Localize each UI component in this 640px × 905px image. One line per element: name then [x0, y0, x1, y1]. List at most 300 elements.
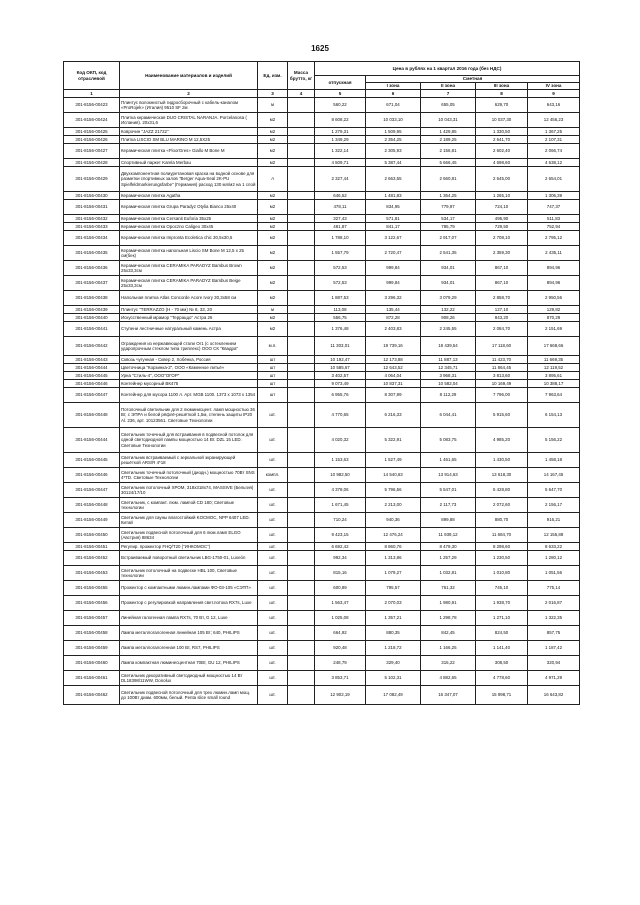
- item-name: Прожектор с регулировкой направления свет.потока RX7s, Luxe: [120, 596, 258, 611]
- item-release-price: 815,16: [315, 566, 366, 581]
- item-price-zone-3: 2 072,60: [476, 498, 528, 513]
- item-name: Светильник потолочный ХРОМ, 318х318х74, MASSIVE (Бельгия) 30124/17/10: [120, 483, 258, 498]
- item-name: Лампа металлогалогенная 100 Вт, RS7, PHILIPS: [120, 641, 258, 656]
- item-name: Коврочин "JAZZ 21722": [120, 128, 258, 136]
- item-price-zone-4: 2 107,31: [528, 136, 580, 144]
- item-price-zone-4: 747,37: [528, 200, 580, 215]
- item-price-zone-1: 5 796,56: [366, 483, 421, 498]
- item-code: 301-8156-00436: [64, 261, 120, 276]
- table-row: [64, 372, 580, 380]
- item-price-zone-4: 894,96: [528, 261, 580, 276]
- item-price-zone-2: 3 968,31: [421, 372, 476, 380]
- item-price-zone-2: 934,01: [421, 261, 476, 276]
- item-name: Плинтус "TERRAZZO (Н - 70 мм) № 8, 33, 20: [120, 306, 258, 314]
- item-unit: шт.: [258, 686, 288, 705]
- item-price-zone-2: 1 257,29: [421, 551, 476, 566]
- item-unit: м2: [258, 113, 288, 128]
- item-release-price: 10 585,67: [315, 364, 366, 372]
- item-price-zone-4: 17 668,66: [528, 337, 580, 356]
- item-price-zone-1: 795,57: [366, 581, 421, 596]
- item-code: 301-8156-00437: [64, 276, 120, 291]
- item-release-price: 12 902,19: [315, 686, 366, 705]
- item-release-price: 4 770,65: [315, 403, 366, 428]
- column-number: 6: [366, 90, 421, 98]
- item-mass: [288, 483, 315, 498]
- price-table: [63, 61, 580, 705]
- item-release-price: 1 279,31: [315, 128, 366, 136]
- item-code: 301-8156-00445: [64, 372, 120, 380]
- item-price-zone-3: 1 938,70: [476, 596, 528, 611]
- item-price-zone-3: 1 330,50: [476, 128, 528, 136]
- item-release-price: 556,75: [315, 314, 366, 322]
- item-name: Светильник декоративный светодиодный мощностью 14 Вт DL18398/11WW, Donolux: [120, 671, 258, 686]
- item-code: 301-8156-00448: [64, 403, 120, 428]
- item-price-zone-1: 3 296,32: [366, 291, 421, 306]
- item-price-zone-3: 843,20: [476, 314, 528, 322]
- item-price-zone-2: 2 660,81: [421, 167, 476, 192]
- table-row: [64, 483, 580, 498]
- item-release-price: 1 153,63: [315, 453, 366, 468]
- item-release-price: 710,24: [315, 513, 366, 528]
- item-name: Керамическая плитка CERAMIKA PARADYZ Bambus Beige 25х33,3см: [120, 276, 258, 291]
- item-mass: [288, 192, 315, 200]
- item-price-zone-2: 5 666,45: [421, 159, 476, 167]
- item-price-zone-2: 315,22: [421, 656, 476, 671]
- item-code: 301-8156-00431: [64, 200, 120, 215]
- item-price-zone-4: 4 638,12: [528, 159, 580, 167]
- item-price-zone-2: 11 887,13: [421, 356, 476, 364]
- item-name: Керамическая плитка Opoczno Caligeo 30х45: [120, 223, 258, 231]
- item-unit: м2: [258, 261, 288, 276]
- table-row: [64, 314, 580, 322]
- item-mass: [288, 291, 315, 306]
- item-price-zone-3: 1 271,10: [476, 611, 528, 626]
- item-price-zone-2: 785,79: [421, 223, 476, 231]
- item-price-zone-3: 745,10: [476, 581, 528, 596]
- item-mass: [288, 641, 315, 656]
- item-release-price: 572,53: [315, 261, 366, 276]
- item-name: Светильник потолочный на подвеске HBL 100, Световые технологии: [120, 566, 258, 581]
- table-row: [64, 498, 580, 513]
- item-release-price: 2 327,44: [315, 167, 366, 192]
- table-row: [64, 261, 580, 276]
- item-code: 301-8156-00443: [64, 356, 120, 364]
- item-price-zone-1: 14 540,63: [366, 468, 421, 483]
- item-price-zone-1: 17 082,49: [366, 686, 421, 705]
- item-price-zone-4: 916,21: [528, 513, 580, 528]
- table-row: [64, 626, 580, 641]
- item-release-price: 327,43: [315, 215, 366, 223]
- item-price-zone-4: 2 795,12: [528, 231, 580, 246]
- item-release-price: 481,87: [315, 223, 366, 231]
- item-unit: шт.: [258, 566, 288, 581]
- header-zone-3: III зона: [476, 83, 528, 90]
- item-price-zone-4: 857,75: [528, 626, 580, 641]
- item-price-zone-2: 842,45: [421, 626, 476, 641]
- item-code: 301-8156-00426: [64, 136, 120, 144]
- item-name: Керамическая плитка Grupa Paradyz Otylia Bianco 25х40: [120, 200, 258, 215]
- item-unit: м2: [258, 246, 288, 261]
- table-row: [64, 641, 580, 656]
- item-price-zone-2: 3 079,29: [421, 291, 476, 306]
- item-name: Сквозь чугунная - Сквер 2, Хобёнка, Россия: [120, 356, 258, 364]
- item-code: 301-8156-00445: [64, 453, 120, 468]
- item-price-zone-3: 1 430,50: [476, 453, 528, 468]
- item-price-zone-4: 752,94: [528, 223, 580, 231]
- item-price-zone-1: 2 070,03: [366, 596, 421, 611]
- item-mass: [288, 337, 315, 356]
- item-price-zone-3: 2 858,70: [476, 291, 528, 306]
- item-unit: шт.: [258, 581, 288, 596]
- table-row: [64, 388, 580, 403]
- item-price-zone-1: 2 403,83: [366, 322, 421, 337]
- table-row: [64, 215, 580, 223]
- item-mass: [288, 136, 315, 144]
- column-number: 4: [288, 90, 315, 98]
- table-row: [64, 453, 580, 468]
- item-unit: м2: [258, 322, 288, 337]
- item-code: 301-8156-00424: [64, 113, 120, 128]
- item-price-zone-1: 2 354,25: [366, 136, 421, 144]
- item-unit: м2: [258, 314, 288, 322]
- item-price-zone-3: 2 645,00: [476, 167, 528, 192]
- item-mass: [288, 403, 315, 428]
- item-code: 301-8156-00452: [64, 551, 120, 566]
- item-price-zone-4: 2 016,87: [528, 596, 580, 611]
- item-code: 301-8156-00447: [64, 483, 120, 498]
- item-price-zone-4: 14 167,45: [528, 468, 580, 483]
- header-release-price: отпускная: [315, 76, 366, 90]
- header-zone-1: I зона: [366, 83, 421, 90]
- item-code: 301-8156-00444: [64, 364, 120, 372]
- item-release-price: 560,22: [315, 98, 366, 113]
- item-price-zone-4: 6 154,13: [528, 403, 580, 428]
- item-unit: шт.: [258, 513, 288, 528]
- item-price-zone-4: 5 156,22: [528, 428, 580, 453]
- item-price-zone-3: 7 796,00: [476, 388, 528, 403]
- item-mass: [288, 468, 315, 483]
- item-price-zone-2: 6 044,41: [421, 403, 476, 428]
- item-price-zone-3: 15 998,71: [476, 686, 528, 705]
- item-code: 301-8156-00423: [64, 98, 120, 113]
- item-name: Керамическая плитка «FloorGres» Giallo M Bone M: [120, 144, 258, 159]
- item-mass: [288, 98, 315, 113]
- item-price-zone-2: 1 298,78: [421, 611, 476, 626]
- table-row: [64, 136, 580, 144]
- item-code: 301-8156-00457: [64, 611, 120, 626]
- item-mass: [288, 388, 315, 403]
- table-row: [64, 581, 580, 596]
- item-unit: шт.: [258, 641, 288, 656]
- item-unit: м2: [258, 200, 288, 215]
- item-code: 301-8156-00451: [64, 543, 120, 551]
- item-price-zone-1: 834,95: [366, 200, 421, 215]
- item-mass: [288, 543, 315, 551]
- item-release-price: 113,08: [315, 306, 366, 314]
- item-code: 301-8156-00442: [64, 337, 120, 356]
- item-release-price: 3 402,57: [315, 372, 366, 380]
- item-price-zone-3: 629,70: [476, 98, 528, 113]
- item-name: Керамическая плитка Cersanit Euforia 35х25: [120, 215, 258, 223]
- item-unit: шт.: [258, 543, 288, 551]
- item-unit: м2: [258, 215, 288, 223]
- item-code: 301-8156-00453: [64, 566, 120, 581]
- table-row: [64, 128, 580, 136]
- item-price-zone-2: 2 541,35: [421, 246, 476, 261]
- item-unit: м2: [258, 128, 288, 136]
- item-price-zone-4: 1 187,42: [528, 641, 580, 656]
- item-mass: [288, 167, 315, 192]
- item-price-zone-1: 10 033,10: [366, 113, 421, 128]
- item-price-zone-3: 17 118,60: [476, 337, 528, 356]
- table-row: [64, 167, 580, 192]
- item-price-zone-2: 8 479,30: [421, 543, 476, 551]
- item-release-price: 11 303,01: [315, 337, 366, 356]
- item-code: 301-8156-00447: [64, 388, 120, 403]
- item-mass: [288, 372, 315, 380]
- item-unit: м2: [258, 192, 288, 200]
- item-mass: [288, 246, 315, 261]
- item-price-zone-3: 308,50: [476, 656, 528, 671]
- item-price-zone-3: 1 010,80: [476, 566, 528, 581]
- item-price-zone-1: 1 481,83: [366, 192, 421, 200]
- item-name: Ступени лестничные натуральный камень Астра: [120, 322, 258, 337]
- item-price-zone-1: 940,36: [366, 513, 421, 528]
- item-price-zone-2: 899,88: [421, 513, 476, 528]
- item-release-price: 3 853,71: [315, 671, 366, 686]
- item-price-zone-2: 1 980,91: [421, 596, 476, 611]
- item-mass: [288, 144, 315, 159]
- item-price-zone-2: 4 882,65: [421, 671, 476, 686]
- item-price-zone-4: 10 388,17: [528, 380, 580, 388]
- item-price-zone-2: 779,97: [421, 200, 476, 215]
- item-price-zone-3: 867,10: [476, 261, 528, 276]
- item-price-zone-2: 2 245,55: [421, 322, 476, 337]
- item-code: 301-8156-00435: [64, 246, 120, 261]
- item-price-zone-4: 12 155,88: [528, 528, 580, 543]
- item-name: Цветочница "Корзинка-2", ООО «Каменное литьё»: [120, 364, 258, 372]
- item-price-zone-4: 870,29: [528, 314, 580, 322]
- column-number: 8: [476, 90, 528, 98]
- item-price-zone-1: 2 720,47: [366, 246, 421, 261]
- item-mass: [288, 513, 315, 528]
- item-price-zone-3: 3 813,60: [476, 372, 528, 380]
- item-release-price: 1 557,79: [315, 246, 366, 261]
- item-release-price: 248,79: [315, 656, 366, 671]
- item-unit: м: [258, 306, 288, 314]
- table-row: [64, 291, 580, 306]
- table-row: [64, 192, 580, 200]
- item-code: 301-8156-00434: [64, 231, 120, 246]
- item-price-zone-1: 135,44: [366, 306, 421, 314]
- header-mass: Масса брутто, кг: [288, 62, 315, 90]
- item-price-zone-1: 12 476,24: [366, 528, 421, 543]
- item-mass: [288, 314, 315, 322]
- item-release-price: 4 509,71: [315, 159, 366, 167]
- item-name: Светильник встраиваемый с зеркальной экранирующей решёткой ARS/R 4*18: [120, 453, 258, 468]
- item-price-zone-1: 19 739,16: [366, 337, 421, 356]
- item-price-zone-1: 5 387,44: [366, 159, 421, 167]
- table-row: [64, 596, 580, 611]
- item-unit: м2: [258, 159, 288, 167]
- item-name: Плитка керамическая DUO CRISTAL NARANJA. Porcelanosa ( Испания). 20х31,6: [120, 113, 258, 128]
- item-price-zone-4: 643,16: [528, 98, 580, 113]
- item-price-zone-1: 1 079,27: [366, 566, 421, 581]
- item-price-zone-4: 5 647,70: [528, 483, 580, 498]
- item-price-zone-4: 11 669,35: [528, 356, 580, 364]
- item-price-zone-2: 18 439,54: [421, 337, 476, 356]
- item-price-zone-4: 2 066,74: [528, 144, 580, 159]
- item-code: 301-8156-00459: [64, 641, 120, 656]
- header-price-title: Цена в рублях на 1 квартал 2016 года (без НДС): [315, 62, 580, 76]
- item-price-zone-2: 761,32: [421, 581, 476, 596]
- item-release-price: 10 982,50: [315, 468, 366, 483]
- item-price-zone-2: 16 347,07: [421, 686, 476, 705]
- item-unit: шт.: [258, 403, 288, 428]
- table-row: [64, 223, 580, 231]
- column-number: 9: [528, 90, 580, 98]
- item-code: 301-8156-00460: [64, 656, 120, 671]
- item-name: Потолочный светильник для 2 люминисцент. ламп мощностью 36 Вт, с ЭПРА и белой рёфлё-решёткой 1,5м, степень защиты IP20 Al. 236, арт. 10123561. Световые Технологии: [120, 403, 258, 428]
- item-price-zone-3: 495,90: [476, 215, 528, 223]
- item-unit: компл.: [258, 468, 288, 483]
- item-price-zone-3: 10 037,30: [476, 113, 528, 128]
- item-mass: [288, 356, 315, 364]
- table-body: [64, 98, 580, 705]
- item-name: Ограждения из нержавеющей стали Ог1 (с остеклением ударопрочным стеклом типа триплекс) ООО СК "Квадра": [120, 337, 258, 356]
- item-price-zone-3: 127,10: [476, 306, 528, 314]
- item-name: Регулир. прожектор FHQ/T20 ("ИНКОМОС"): [120, 543, 258, 551]
- item-price-zone-2: 8 112,29: [421, 388, 476, 403]
- item-price-zone-4: 1 458,18: [528, 453, 580, 468]
- item-price-zone-3: 4 698,60: [476, 159, 528, 167]
- item-release-price: 920,48: [315, 641, 366, 656]
- table-row: [64, 528, 580, 543]
- item-unit: шт.: [258, 656, 288, 671]
- item-mass: [288, 322, 315, 337]
- item-price-zone-1: 6 216,33: [366, 403, 421, 428]
- item-price-zone-1: 8 307,99: [366, 388, 421, 403]
- item-price-zone-4: 511,83: [528, 215, 580, 223]
- item-price-zone-3: 1 265,10: [476, 192, 528, 200]
- item-release-price: 4 378,06: [315, 483, 366, 498]
- item-mass: [288, 428, 315, 453]
- table-row: [64, 231, 580, 246]
- column-number: 1: [64, 90, 120, 98]
- item-price-zone-2: 655,05: [421, 98, 476, 113]
- item-price-zone-1: 1 313,86: [366, 551, 421, 566]
- item-unit: м.п.: [258, 337, 288, 356]
- item-mass: [288, 231, 315, 246]
- item-price-zone-2: 10 043,31: [421, 113, 476, 128]
- item-price-zone-1: 880,35: [366, 626, 421, 641]
- item-price-zone-2: 934,01: [421, 276, 476, 291]
- item-price-zone-2: 5 083,75: [421, 428, 476, 453]
- item-price-zone-4: 1 306,39: [528, 192, 580, 200]
- item-name: Плитка LISCIO SM BLU MARINO M 12,5Х25: [120, 136, 258, 144]
- item-name: Светильник подвесной потолочный для трех люмин.ламп мощ. до 100Вт диам. 600мм, белый. Penta slice small round: [120, 686, 258, 705]
- item-code: 301-8156-00425: [64, 128, 120, 136]
- item-price-zone-4: 2 151,69: [528, 322, 580, 337]
- item-name: Линейная галогенная лампа RX7s, 70 Вт, G 12, Luxe: [120, 611, 258, 626]
- item-price-zone-2: 10 582,04: [421, 380, 476, 388]
- table-row: [64, 380, 580, 388]
- item-price-zone-3: 867,10: [476, 276, 528, 291]
- item-release-price: 6 692,42: [315, 543, 366, 551]
- item-unit: шт.: [258, 483, 288, 498]
- item-price-zone-1: 2 663,55: [366, 167, 421, 192]
- item-release-price: 646,52: [315, 192, 366, 200]
- item-price-zone-1: 841,17: [366, 223, 421, 231]
- item-release-price: 600,89: [315, 581, 366, 596]
- item-price-zone-4: 12 456,23: [528, 113, 580, 128]
- item-mass: [288, 611, 315, 626]
- item-unit: шт.: [258, 671, 288, 686]
- item-mass: [288, 223, 315, 231]
- item-code: 301-8156-00444: [64, 428, 120, 453]
- item-name: Контейнер мусорный ВК475: [120, 380, 258, 388]
- item-price-zone-3: 2 708,10: [476, 231, 528, 246]
- item-unit: м2: [258, 231, 288, 246]
- item-mass: [288, 128, 315, 136]
- item-price-zone-4: 7 963,64: [528, 388, 580, 403]
- item-release-price: 1 671,45: [315, 498, 366, 513]
- item-code: 301-8156-00448: [64, 498, 120, 513]
- item-price-zone-1: 999,84: [366, 276, 421, 291]
- item-price-zone-1: 329,40: [366, 656, 421, 671]
- item-price-zone-2: 1 032,81: [421, 566, 476, 581]
- item-release-price: 9 073,49: [315, 380, 366, 388]
- table-row: [64, 337, 580, 356]
- item-mass: [288, 113, 315, 128]
- item-code: 301-8156-00456: [64, 596, 120, 611]
- item-code: 301-8156-00462: [64, 686, 120, 705]
- column-number-row: [64, 90, 580, 98]
- item-mass: [288, 581, 315, 596]
- item-price-zone-3: 2 084,70: [476, 322, 528, 337]
- item-code: 301-8156-00440: [64, 314, 120, 322]
- item-price-zone-3: 1 230,50: [476, 551, 528, 566]
- item-price-zone-2: 2 189,25: [421, 136, 476, 144]
- table-row: [64, 611, 580, 626]
- item-price-zone-4: 320,94: [528, 656, 580, 671]
- item-unit: шт: [258, 356, 288, 364]
- table-row: [64, 566, 580, 581]
- item-unit: м2: [258, 144, 288, 159]
- header-zone-4: IV зона: [528, 83, 580, 90]
- item-code: 301-8156-00455: [64, 581, 120, 596]
- item-release-price: 1 025,08: [315, 611, 366, 626]
- item-price-zone-3: 11 423,70: [476, 356, 528, 364]
- item-price-zone-1: 4 064,04: [366, 372, 421, 380]
- item-price-zone-4: 8 633,22: [528, 543, 580, 551]
- item-mass: [288, 656, 315, 671]
- item-release-price: 1 788,10: [315, 231, 366, 246]
- item-release-price: 1 563,47: [315, 596, 366, 611]
- item-mass: [288, 566, 315, 581]
- item-price-zone-3: 5 915,60: [476, 403, 528, 428]
- item-price-zone-3: 11 864,45: [476, 364, 528, 372]
- item-unit: м2: [258, 223, 288, 231]
- item-price-zone-2: 1 461,65: [421, 453, 476, 468]
- item-price-zone-4: 16 643,82: [528, 686, 580, 705]
- item-price-zone-2: 1 364,25: [421, 192, 476, 200]
- item-price-zone-1: 2 213,00: [366, 498, 421, 513]
- item-price-zone-2: 1 429,85: [421, 128, 476, 136]
- column-number: 7: [421, 90, 476, 98]
- table-row: [64, 543, 580, 551]
- item-price-zone-3: 11 684,70: [476, 528, 528, 543]
